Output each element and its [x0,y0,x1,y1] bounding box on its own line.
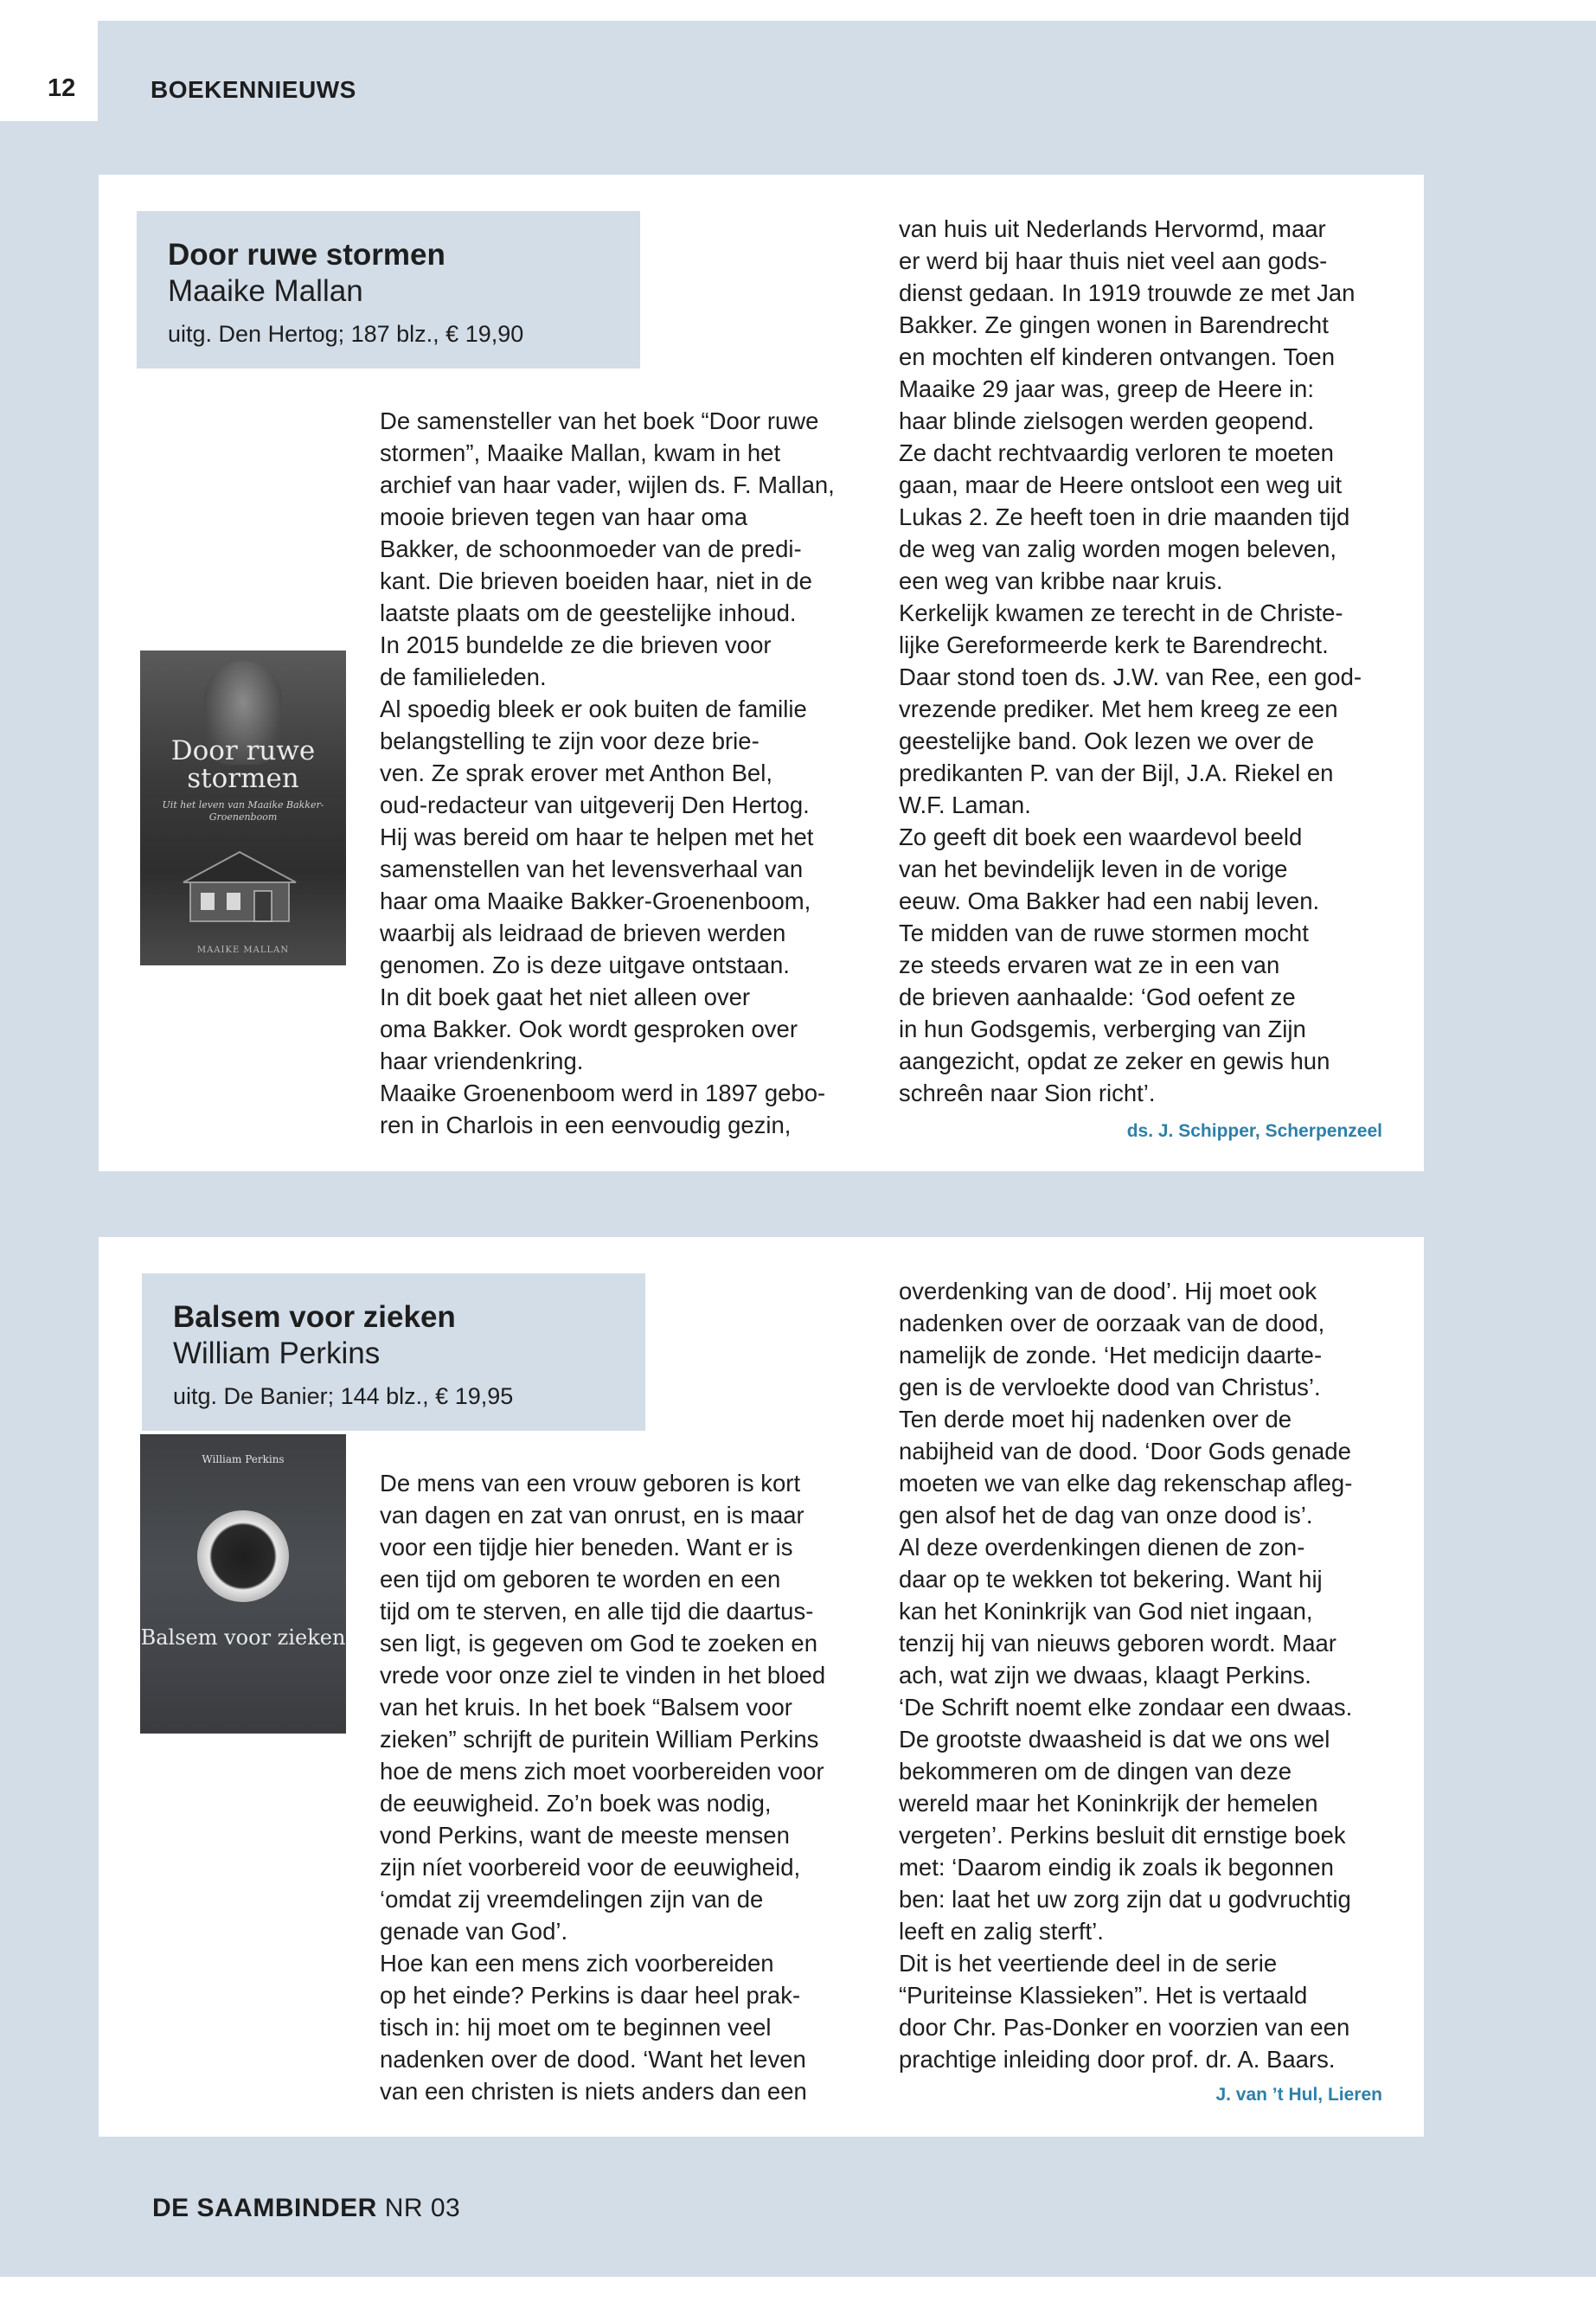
text-line: op het einde? Perkins is daar heel prak- [380,1982,801,2009]
book-cover-image [140,1434,346,1734]
text-line: eeuw. Oma Bakker had een nabij leven. [899,888,1320,914]
cover-title: Balsem voor zieken [140,1625,346,1650]
text-line: zijn níet voorbereid voor de eeuwigheid, [380,1854,801,1881]
text-line: In dit boek gaat het niet alleen over [380,984,751,1010]
text-line: daar op te wekken tot bekering. Want hij [899,1566,1323,1593]
text-line: oud-redacteur van uitgeverij Den Hertog. [380,792,810,818]
text-line: door Chr. Pas-Donker en voorzien van een [899,2014,1350,2041]
text-line: Bakker, de schoonmoeder van de predi- [380,535,802,562]
text-line: van dagen en zat van onrust, en is maar [380,1502,804,1529]
book-author: William Perkins [173,1336,381,1370]
text-line: namelijk de zonde. ‘Het medicijn daarte- [899,1342,1323,1368]
text-line: haar oma Maaike Bakker-Groenenboom, [380,888,811,914]
review-column-left [380,1467,881,2107]
text-line: lijke Gereformeerde kerk te Barendrecht. [899,631,1329,658]
text-line: haar vriendenkring. [380,1048,584,1074]
text-line: de weg van zalig worden mogen beleven, [899,535,1337,562]
top-band [0,0,1596,21]
text-line: sen ligt, is gegeven om God te zoeken en [380,1630,818,1657]
book-title: Balsem voor zieken [173,1300,456,1334]
text-line: waarbij als leidraad de brieven werden [380,920,786,946]
book-title: Door ruwe stormen [168,238,445,272]
text-line: er werd bij haar thuis niet veel aan gods- [899,247,1328,274]
issue-number: NR 03 [384,2194,461,2222]
text-line: schreên naar Sion richt’. [899,1080,1156,1106]
text-line: haar blinde zielsogen werden geopend. [899,407,1315,434]
text-line: prachtige inleiding door prof. dr. A. Baars. [899,2046,1336,2073]
text-line: voor een tijdje hier beneden. Want er is [380,1534,793,1561]
text-line: ‘omdat zij vreemdelingen zijn van de [380,1886,764,1913]
text-line: ven. Ze sprak erover met Anthon Bel, [380,760,772,786]
text-line: bekommeren om de dingen van deze [899,1758,1292,1785]
book-cover-image [140,651,346,965]
text-line: Ze dacht rechtvaardig verloren te moeten [899,439,1334,466]
text-line: van een christen is niets anders dan een [380,2078,807,2105]
text-line: een weg van kribbe naar kruis. [899,567,1223,594]
text-line: Bakker. Ze gingen wonen in Barendrecht [899,311,1329,338]
section-title: BOEKENNIEUWS [151,76,356,103]
text-line: vergeten’. Perkins besluit dit ernstige boek [899,1822,1346,1849]
text-line: vrede voor onze ziel te vinden in het bloed [380,1662,826,1689]
text-line: genomen. Zo is deze uitgave ontstaan. [380,952,790,978]
magazine-name: DE SAAMBINDER [152,2194,377,2222]
text-line: genade van God’. [380,1918,568,1945]
text-line: vrezende prediker. Met hem kreeg ze een [899,695,1338,722]
text-line: dienst gedaan. In 1919 trouwde ze met Jan [899,279,1356,306]
text-line: “Puriteinse Klassieken”. Het is vertaald [899,1982,1308,2009]
text-line: Hoe kan een mens zich voorbereiden [380,1950,774,1977]
text-line: archief van haar vader, wijlen ds. F. Mallan, [380,471,835,498]
text-line: en mochten elf kinderen ontvangen. Toen [899,343,1336,370]
text-line: Maaike 29 jaar was, greep de Heere in: [899,375,1314,402]
text-line: Daar stond toen ds. J.W. van Ree, een god- [899,663,1362,690]
text-line: Hij was bereid om haar te helpen met het [380,824,814,850]
text-line: van het bevindelijk leven in de vorige [899,856,1288,882]
text-line: moeten we van elke dag rekenschap afleg- [899,1470,1353,1497]
text-line: ‘De Schrift noemt elke zondaar een dwaas. [899,1694,1353,1721]
text-line: een tijd om geboren te worden en een [380,1566,781,1593]
text-line: predikanten P. van der Bijl, J.A. Riekel en [899,760,1334,786]
text-line: de brieven aanhaalde: ‘God oefent ze [899,984,1296,1010]
review-column-right [899,1275,1401,2075]
cover-title: Door ruwe stormen [170,735,316,794]
text-line: gen alsof het de dag van onze dood is’. [899,1502,1313,1529]
footer-magazine [152,2194,460,2223]
text-line: nadenken over de oorzaak van de dood, [899,1310,1325,1336]
text-line: Al deze overdenkingen dienen de zon- [899,1534,1305,1561]
text-line: tenzij hij van nieuws geboren wordt. Maar [899,1630,1336,1657]
cover-subtitle: Uit het leven van Maaike Bakker-Groenenboom [162,799,324,823]
book-info-box [142,1273,645,1431]
text-line: de eeuwigheid. Zo’n boek was nodig, [380,1790,772,1817]
text-line: Lukas 2. Ze heeft toen in drie maanden tijd [899,503,1350,530]
text-line: ach, wat zijn we dwaas, klaagt Perkins. [899,1662,1311,1689]
review-signature: ds. J. Schipper, Scherpenzeel [1126,1121,1382,1141]
text-line: mooie brieven tegen van haar oma [380,503,747,530]
text-line: Kerkelijk kwamen ze terecht in de Christe- [899,599,1343,626]
book-publisher: uitg. Den Hertog; 187 blz., € 19,90 [168,321,524,347]
text-line: Zo geeft dit boek een waardevol beeld [899,824,1303,850]
book-author: Maaike Mallan [168,274,363,308]
text-line: vond Perkins, want de meeste mensen [380,1822,790,1849]
text-line: laatste plaats om de geestelijke inhoud. [380,599,797,626]
text-line: ze steeds ervaren wat ze in een van [899,952,1280,978]
text-line: W.F. Laman. [899,792,1031,818]
text-line: leeft en zalig sterft’. [899,1918,1104,1945]
text-line: De grootste dwaasheid is dat we ons wel [899,1726,1330,1753]
text-line: Ten derde moet hij nadenken over de [899,1406,1292,1433]
review-signature: J. van ’t Hul, Lieren [1215,2085,1382,2105]
text-line: belangstelling te zijn voor deze brie- [380,727,760,754]
text-line: Te midden van de ruwe stormen mocht [899,920,1309,946]
text-line: De samensteller van het boek “Door ruwe [380,407,819,434]
page-number-box [0,21,98,121]
text-line: ren in Charlois in een eenvoudig gezin, [380,1112,792,1138]
text-line: wereld maar het Koninkrijk der hemelen [899,1790,1318,1817]
cover-author: William Perkins [202,1453,285,1465]
text-line: overdenking van de dood’. Hij moet ook [899,1278,1317,1304]
text-line: nabijheid van de dood. ‘Door Gods genade [899,1438,1351,1465]
text-line: geestelijke band. Ook lezen we over de [899,727,1315,754]
text-line: ben: laat het uw zorg zijn dat u godvruchtig [899,1886,1351,1913]
text-line: de familieleden. [380,663,547,690]
house-illustration [175,848,304,926]
text-line: Dit is het veertiende deel in de serie [899,1950,1278,1977]
text-line: Maaike Groenenboom werd in 1897 gebo- [380,1080,826,1106]
bottom-band [0,2277,1596,2301]
text-line: stormen”, Maaike Mallan, kwam in het [380,439,781,466]
text-line: In 2015 bundelde ze die brieven voor [380,631,772,658]
text-line: gen is de vervloekte dood van Christus’. [899,1374,1321,1400]
text-line: tijd om te sterven, en alle tijd die daartus- [380,1598,814,1625]
page-number: 12 [48,74,76,102]
text-line: kant. Die brieven boeiden haar, niet in de [380,567,812,594]
text-line: kan het Koninkrijk van God niet ingaan, [899,1598,1313,1625]
text-line: met: ‘Daarom eindig ik zoals ik begonnen [899,1854,1334,1881]
text-line: gaan, maar de Heere ontsloot een weg uit [899,471,1343,498]
text-line: zieken” schrijft de puritein William Perkins [380,1726,819,1753]
text-line: van het kruis. In het boek “Balsem voor [380,1694,792,1721]
text-line: oma Bakker. Ook wordt gesproken over [380,1016,798,1042]
review-column-right [899,213,1401,1109]
text-line: in hun Godsgemis, verberging van Zijn [899,1016,1306,1042]
book-publisher: uitg. De Banier; 144 blz., € 19,95 [173,1383,514,1409]
text-line: aangezicht, opdat ze zeker en gewis hun [899,1048,1330,1074]
review-column-left [380,405,881,1141]
text-line: van huis uit Nederlands Hervormd, maar [899,215,1326,242]
portrait-medallion [197,1510,289,1602]
cover-author: MAAIKE MALLAN [196,945,290,955]
text-line: De mens van een vrouw geboren is kort [380,1470,801,1497]
book-info-box [137,211,640,369]
text-line: samenstellen van het levensverhaal van [380,856,804,882]
text-line: Al spoedig bleek er ook buiten de familie [380,695,807,722]
text-line: tisch in: hij moet om te beginnen veel [380,2014,772,2041]
text-line: hoe de mens zich moet voorbereiden voor [380,1758,824,1785]
text-line: nadenken over de dood. ‘Want het leven [380,2046,806,2073]
